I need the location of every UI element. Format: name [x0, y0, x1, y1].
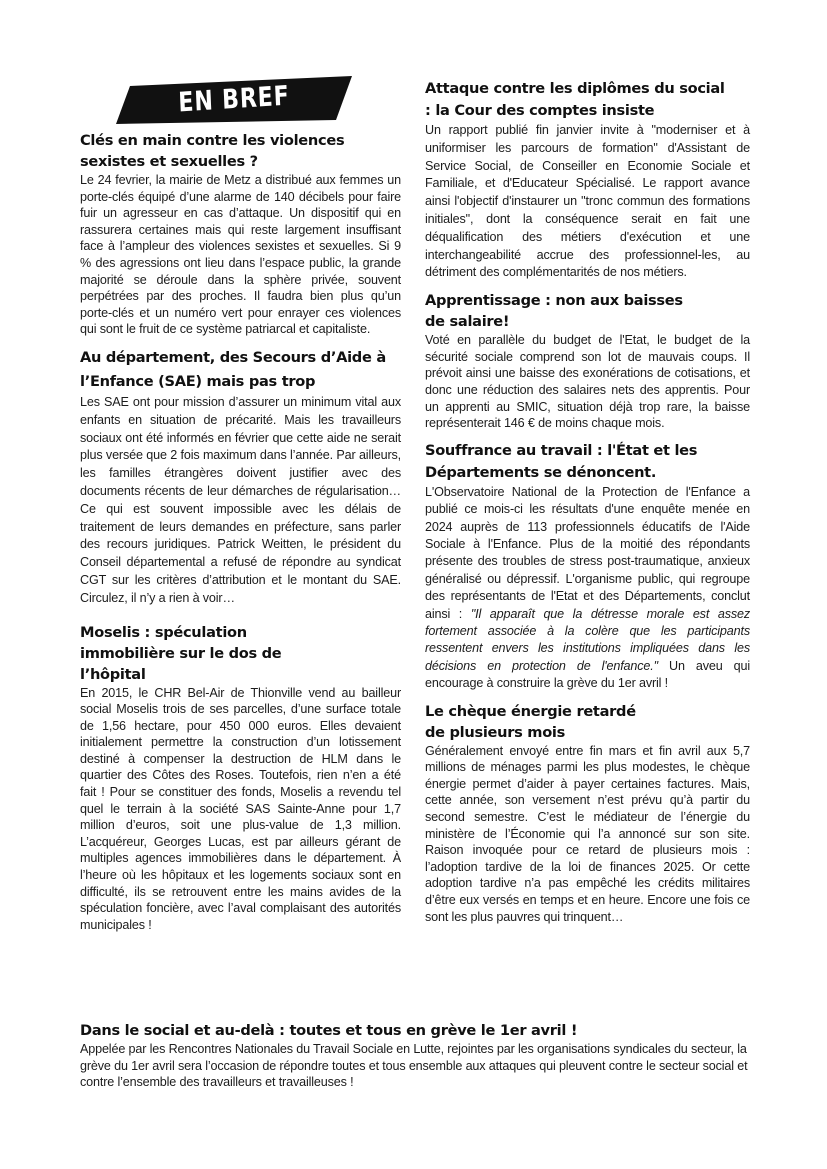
article-body: [425, 484, 750, 693]
article-body: Généralement envoyé entre fin mars et fin avril aux 5,7 millions de ménages parmi les plus modestes, le chèque énergie permet d’aider à payer certaines factures. Mais, cette année, son versement n’est prévu qu’à partir du second semestre. C’est le médiateur de l’énergie du ministère de l’Économie qui l’a annoncé sur son site. Raison invoquée pour ce retard de plusieurs mois : l’adoption tardive de la loi de finances 2025. Or cette adoption tardive n’a pas empêché les crédits militaires d’être eux versés en temps et en heure. Encore une fois ce sont les plus pauvres qui trinquent…: [425, 743, 750, 924]
banner-title: EN BREF: [177, 80, 291, 119]
left-column: [80, 76, 401, 941]
en-bref-banner: [80, 76, 401, 126]
article-cles-en-main: [80, 130, 401, 338]
article-quote: "Il apparaît que la détresse morale est assez fortement associée à la colère que les participants ressentent envers les institutions impliquées dans les décisions en protection de l'enfance.": [425, 606, 750, 673]
right-column: [425, 78, 750, 933]
article-title: Au département, des Secours d’Aide à l’Enfance (SAE) mais pas trop: [80, 348, 386, 390]
article-title: Apprentissage : non aux baisses de salaire!: [425, 292, 683, 331]
article-sae: [80, 346, 401, 608]
article-body: Appelée par les Rencontres Nationales du Travail Sociale en Lutte, rejointes par les organisations syndicales du secteur, la grève du 1er avril sera l’occasion de répondre toutes et tous ensemble aux attaques qui pleuvent contre le secteur social et contre l’ensemble des travailleurs et travailleuses !: [80, 1042, 748, 1090]
article-title: Le chèque énergie retardé de plusieurs mois: [425, 702, 636, 741]
article-title: Dans le social et au-delà : toutes et tous en grève le 1er avril !: [80, 1022, 578, 1039]
article-body: Les SAE ont pour mission d’assurer un minimum vital aux enfants en situation de précarité. Mais les travailleurs sociaux ont été informés en février que cette aide ne serait plus versée que 2 fois maximum dans l’année. Par ailleurs, les familles étrangères doivent justifier avec des documents récents de leur démarches de régularisation… Ce qui est souvent impossible avec les délais de traitement de leurs demandes en préfecture, sans parler des recours juridiques. Patrick Weitten, le président du Conseil départemental a refusé de répondre au syndicat CGT sur les critères d’attribution et le montant du SAE. Circulez, il n’y a rien à voir…: [80, 394, 401, 605]
article-cheque-energie: [425, 701, 750, 926]
article-body: Le 24 fevrier, la mairie de Metz a distribué aux femmes un porte-clés équipé d’une alarme de 140 décibels pour faire fuir un agresseur en cas d’attaque. Un dispositif qui en rassurera certaines mais qui reste largement insuffisant face à l’ampleur des violences sexistes et sexuelles. Si 9 % des agressions ont lieu dans l’espace public, la grande majorité se déroule dans la sphère privée, souvent perpétrées par des proches. Il faudra bien plus qu’un porte-clés et un numéro vert pour enrayer ces violences qui sont le fruit de ce système patriarcal et capitaliste.: [80, 173, 401, 337]
article-diplomes: [425, 78, 750, 282]
article-title: Clés en main contre les violences sexistes et sexuelles ?: [80, 132, 345, 170]
article-title: Souffrance au travail : l'État et les Départements se dénoncent.: [425, 441, 698, 481]
article-body-text: Un aveu qui encourage à construire la grève du 1er avril !: [425, 658, 750, 691]
article-body: En 2015, le CHR Bel-Air de Thionville vend au bailleur social Moselis trois de ses parcelles, d’une surface totale de 1,56 hectare, pour 450 000 euros. Elles devaient initialement permettre la construction d’un lotissement destiné à compenser la destruction de HLM dans le quartier des Côtes des Roses. Toutefois, rien n’en a été fait ! Pour se constituer des fonds, Moselis a revendu tel quel le terrain à la société SAS Sainte-Anne pour 1,7 million d’euros, soit une plus-value de 1,3 million. L’acquéreur, Georges Lucas, est par ailleurs gérant de multiples agences immobilières dans le département. À l’heure où les hôpitaux et les logements sociaux sont en difficulté, ils se retrouvent entre les mains avides de la spéculation foncière, avec l’aval complaisant des autorités municipales !: [80, 685, 401, 932]
article-apprentissage: [425, 290, 750, 432]
bottom-article-greve: [80, 1020, 760, 1099]
article-body-text: L'Observatoire National de la Protection de l'Enfance a publié ce mois-ci les résultats d'une enquête menée en 2024 auprès de 113 professionnels éducatifs de l'Aide Sociale à l'Enfance. Plus de la moitié des répondants présente des troubles de stress post-traumatique, anxieux généralisé ou dépressif. L'organisme public, qui regroupe des représentants de l'Etat et des Départements, conclut ainsi :: [425, 484, 750, 621]
article-title: Attaque contre les diplômes du social : la Cour des comptes insiste: [425, 80, 725, 119]
article-souffrance: [425, 440, 750, 693]
article-body: Un rapport publié fin janvier invite à "moderniser et à uniformiser les parcours de formation" d'Assistant de Service Social, de Conseiller en Economie Sociale et Familiale, et d'Educateur Spécialisé. Le rapport avance ainsi l'objectif d'instaurer un "tronc commun des formations initiales", dont la conséquence serait en fait une déqualification des métiers d'exécution et une interchangeabilité accrue des professionnel-les, au détriment des complémentarités de nos métiers.: [425, 123, 750, 280]
article-moselis: [80, 622, 401, 934]
article-body: Voté en parallèle du budget de l'Etat, le budget de la sécurité sociale comprend son lot de mauvais coups. Il prévoit ainsi une baisse des exonérations de cotisations, et donc une réduction des salaires nets des apprentis. Pour un apprenti au SMIC, situation déjà trop rare, la baisse représenterait 146 € de moins chaque mois.: [425, 333, 750, 431]
article-title: Moselis : spéculation immobilière sur le dos de l’hôpital: [80, 623, 282, 683]
